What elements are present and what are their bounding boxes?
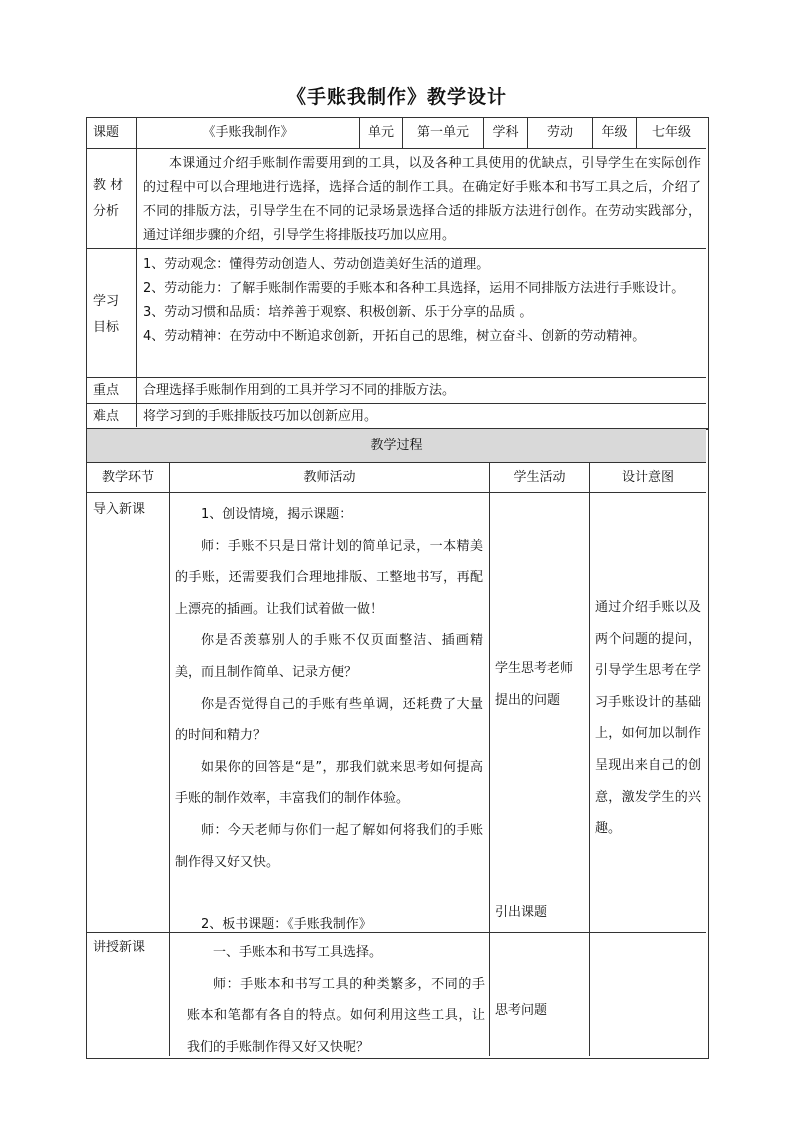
column-header-student: 学生活动	[513, 470, 566, 485]
goal-item: 1、劳动观念：懂得劳动创造人、劳动创造美好生活的道理。	[143, 257, 490, 272]
grade-value: 七年级	[651, 125, 691, 140]
column-header-stage: 教学环节	[101, 470, 154, 485]
analysis-label: 教 材 分析	[93, 178, 124, 219]
unit-value: 第一单元	[416, 125, 469, 140]
process-table	[86, 428, 709, 1059]
goal-item: 4、劳动精神：在劳动中不断追求创新，开拓自己的思维，树立奋斗、创新的劳动精神。	[143, 329, 646, 344]
goals-label: 学习 目标	[93, 294, 120, 335]
process-header: 教学过程	[87, 429, 706, 462]
goal-item: 3、劳动习惯和品质：培养善于观察、积极创新、乐于分享的品质 。	[143, 305, 533, 320]
stage-cell: 讲授新课	[93, 940, 146, 955]
student-activity: 引出课题	[495, 905, 548, 920]
stage-cell: 导入新课	[93, 502, 146, 517]
key-point-label: 重点	[93, 383, 120, 398]
difficulty-label: 难点	[93, 409, 120, 424]
teacher-activity: 1、创设情境，揭示课题： 师：手账不只是日常计划的简单记录，一本精美的手账，还需要我们合理地排版、工整地书写，再配上漂亮的插画。让我们试着做一做！ 你是否羡慕别人的手账不仅页面整洁、插画精美，而且制作简单、记录方便？ 你是否觉得自己的手账有些单调，还耗费了大量的时间和精力？ 如果你的回答是“是”，那我们就来思考如何提高手账的制作效率，丰富我们的制作体验。 师：今天老师与你们一起了解如何将我们的手账制作得又好又快。 2、板书课题：《手账我制作》	[175, 507, 483, 933]
student-activity: 学生思考老师提出的问题	[495, 661, 574, 708]
column-header-teacher: 教师活动	[303, 470, 356, 485]
info-table	[86, 117, 709, 430]
goal-item: 2、劳动能力：了解手账制作需要的手账本和各种工具选择，运用不同排版方法进行手账设计。	[143, 281, 685, 296]
design-intent: 通过介绍手账以及两个问题的提问，引导学生思考在学习手账设计的基础上，如何加以制作呈现出来自己的创意，激发学生的兴趣。	[595, 600, 701, 837]
subject-value: 劳动	[546, 125, 573, 140]
unit-label: 单元	[367, 125, 394, 140]
difficulty-text: 将学习到的手账排版技巧加以创新应用。	[143, 409, 378, 424]
analysis-text: 本课通过介绍手账制作需要用到的工具，以及各种工具使用的优缺点，引导学生在实际创作的过程中可以合理地进行选择，选择合适的制作工具。在确定好手账本和书写工具之后，介绍了不同的排版方法，引导学生在不同的记录场景选择合适的排版方法进行创作。在劳动实践部分，通过详细步骤的介绍，引导学生将排版技巧加以应用。	[143, 156, 701, 243]
page-title: 《手账我制作》教学设计	[286, 86, 507, 108]
teacher-activity: 一、手账本和书写工具选择。 师：手账本和书写工具的种类繁多，不同的手账本和笔都有各自的特点。如何利用这些工具，让我们的手账制作得又好又快呢？	[187, 945, 485, 1055]
grade-label: 年级	[601, 125, 628, 140]
subject-label: 学科	[492, 125, 519, 140]
student-activity: 思考问题	[495, 1003, 548, 1018]
goals-list	[143, 253, 703, 349]
topic-label: 课题	[93, 125, 120, 140]
key-point-text: 合理选择手账制作用到的工具并学习不同的排版方法。	[143, 383, 456, 398]
column-header-intent: 设计意图	[621, 470, 674, 485]
topic-value: 《手账我制作》	[202, 125, 294, 140]
